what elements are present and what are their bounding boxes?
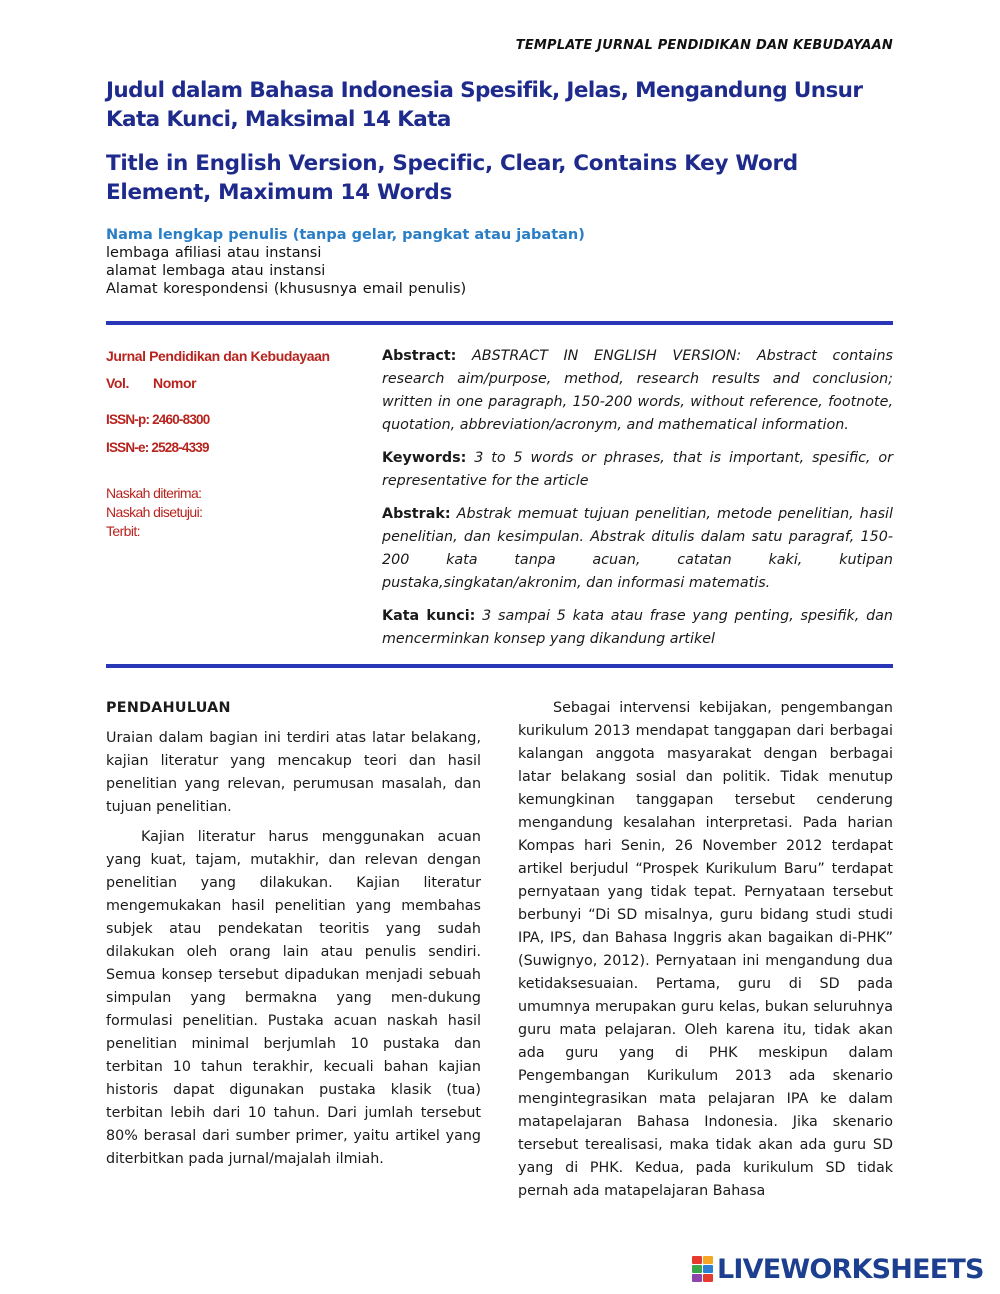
author-block xyxy=(106,226,896,298)
issn-print: ISSN-p: 2460-8300 xyxy=(106,412,210,427)
author-affiliation: lembaga afiliasi atau instansi xyxy=(106,245,322,261)
keywords-label: Keywords: xyxy=(382,450,467,466)
kata-kunci-label: Kata kunci: xyxy=(382,608,476,624)
keywords-english xyxy=(382,447,893,493)
number-label: Nomor xyxy=(153,375,197,391)
kata-kunci-text: 3 sampai 5 kata atau frase yang penting, spesifik, dan mencerminkan konsep yang dikandung artikel xyxy=(382,608,893,647)
body-column-right xyxy=(518,697,893,1210)
body-paragraph: Sebagai intervensi kebijakan, pengembangan kurikulum 2013 mendapat tanggapan dari berbagai kalangan anggota masyarakat dengan berbagai latar belakang sosial dan politik. Tidak menutup kemungkinan tanggapan tersebut cenderung mengandung kesalahan interpretasi. Pada harian Kompas hari Senin, 26 November 2012 terdapat artikel berjudul “Prospek Kurikulum Baru” terdapat pernyataan yang tidak tepat. Pernyataan tersebut berbunyi “Di SD misalnya, guru bidang studi studi IPA, IPS, dan Bahasa Inggris akan bagaikan di-PHK” (Suwignyo, 2012). Pernyataan ini mengandung dua ketidaksesuaian. Pertama, guru di SD pada umumnya merupakan guru kelas, bukan seluruhnya guru mata pelajaran. Oleh karena itu, tidak akan ada guru yang di PHK meskipun dalam Pengembangan Kurikulum 2013 ada skenario mengintegrasikan mata pelajaran IPA ke dalam matapelajaran Bahasa Indonesia. Jika skenario tersebut terealisasi, maka tidak akan ada guru SD yang di PHK. Kedua, pada kurikulum SD tidak pernah ada matapelajaran Bahasa xyxy=(518,700,893,1199)
abstrak-label: Abstrak: xyxy=(382,506,451,522)
keywords-text: 3 to 5 words or phrases, that is important, spesific, or representative for the article xyxy=(382,450,893,489)
author-address: alamat lembaga atau instansi xyxy=(106,263,326,279)
liveworksheets-logo xyxy=(692,1254,984,1284)
manuscript-dates xyxy=(106,484,202,541)
issn-electronic: ISSN-e: 2528-4339 xyxy=(106,440,209,455)
abstract-text: ABSTRACT IN ENGLISH VERSION: Abstract contains research aim/purpose, method, research results and conclusion; written in one paragraph, 150-200 words, without reference, footnote, quotation, abbreviation/acronym, and mathematical information. xyxy=(382,348,893,433)
journal-name: Jurnal Pendidikan dan Kebudayaan xyxy=(106,348,330,364)
author-name: Nama lengkap penulis (tanpa gelar, pangkat atau jabatan) xyxy=(106,227,585,243)
divider-top xyxy=(106,321,893,325)
received-label: Naskah diterima: xyxy=(106,485,202,501)
section-heading: PENDAHULUAN xyxy=(106,700,231,716)
running-head: TEMPLATE JURNAL PENDIDIKAN DAN KEBUDAYAAN xyxy=(515,38,893,53)
volume-number xyxy=(106,375,196,391)
logo-blocks-icon xyxy=(692,1256,714,1282)
title-english: Title in English Version, Specific, Clear, Contains Key Word Element, Maximum 14 Words xyxy=(106,151,798,205)
approved-label: Naskah disetujui: xyxy=(106,504,203,520)
keywords-indonesian xyxy=(382,605,893,651)
abstracts-block xyxy=(382,345,893,661)
volume-label: Vol. xyxy=(106,375,130,391)
abstrak-text: Abstrak memuat tujuan penelitian, metode penelitian, hasil penelitian, dan kesimpulan. Abstrak ditulis dalam satu paragraf, 150-200 kata tanpa acuan, catatan kaki, kutipan pustaka,singkatan/akronim, dan informasi matematis. xyxy=(382,506,894,591)
published-label: Terbit: xyxy=(106,523,140,539)
abstract-label: Abstract: xyxy=(382,348,457,364)
body-paragraph: Uraian dalam bagian ini terdiri atas latar belakang, kajian literatur yang mencakup teori dan hasil penelitian yang relevan, perumusan masalah, dan tujuan penelitian. xyxy=(106,730,481,815)
logo-text: LIVEWORKSHEETS xyxy=(717,1253,984,1285)
body-column-left xyxy=(106,697,481,1178)
author-correspondence: Alamat korespondensi (khususnya email penulis) xyxy=(106,281,467,297)
divider-middle xyxy=(106,664,893,668)
title-indonesian: Judul dalam Bahasa Indonesia Spesifik, Jelas, Mengandung Unsur Kata Kunci, Maksimal 14 Kata xyxy=(106,78,863,132)
body-paragraph: Kajian literatur harus menggunakan acuan yang kuat, tajam, mutakhir, dan relevan dengan penelitian yang dilakukan. Kajian literatur mengemukakan hasil penelitian yang membahas subjek atau pendekatan teoritis yang sudah dilakukan oleh orang lain atau penulis sendiri. Semua konsep tersebut dipadukan menjadi sebuah simpulan yang bermakna yang men-dukung formulasi penelitian. Pustaka acuan naskah hasil penelitian minimal berjumlah 10 pustaka dan terbitan 10 tahun terakhir, kecuali bahan kajian historis dapat digunakan pustaka klasik (tua) terbitan lebih dari 10 tahun. Dari jumlah tersebut 80% berasal dari sumber primer, yaitu artikel yang diterbitkan pada jurnal/majalah ilmiah. xyxy=(106,829,481,1167)
abstract-english xyxy=(382,345,893,437)
abstract-indonesian xyxy=(382,503,893,595)
